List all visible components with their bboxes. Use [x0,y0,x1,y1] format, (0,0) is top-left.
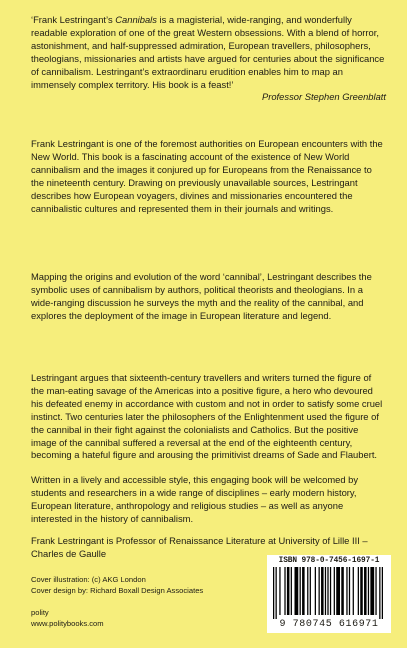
barcode-bar [327,567,328,615]
barcode-bar [291,567,292,615]
barcode-bars [271,567,387,619]
barcode-bar [307,567,308,615]
barcode-bar [368,567,369,615]
barcode-bar [325,567,326,615]
paragraph-text: Written in a lively and accessible style, this engaging book will be welcomed by students and researchers in a wide range of disciplines – early modern history, European literature, anthropology and religious studies – as well as anyone interested in the history of cannibalism. [31,474,359,524]
barcode-bar [364,567,367,615]
barcode-bar [279,567,280,615]
barcode-bar [360,567,363,615]
paragraph-text: Mapping the origins and evolution of the word ‘cannibal’, Lestringant describes the symbolic uses of cannibalism by authors, political theorists and theologians. In a wide-ranging discussion he surveys the myth and the reality of the cannibal, and explores the deployment of the image in European literature and legend. [31,271,372,321]
description-paragraph [31,474,386,526]
barcode-bar [358,567,359,615]
description-paragraph [31,138,386,215]
barcode-bar [379,567,380,619]
endorsement-quote [31,14,386,104]
barcode-bar [334,567,335,615]
publisher-name: polity [31,608,49,617]
quote-prefix: ‘Frank Lestringant’s [31,14,116,25]
barcode-bar [310,567,311,615]
barcode-bar [341,567,344,615]
description-paragraph [31,372,386,462]
isbn-barcode [267,555,391,633]
barcode-bar [273,567,274,619]
publisher-info [31,607,251,629]
isbn-label: ISBN 978-0-7456-1697-1 [278,557,380,565]
quote-body: is a magisterial, wide-ranging, and wonderfully readable exploration of one of the great Western obsessions. With a blend of horror, astonishment, and half-suppressed admiration, European travellers, philosophers, theologians, missionaries and artists have argued for centuries about the significance of cannibalism. Lestringant’s extraordinaru erudition enables him to map an immensely complex territory. His book is a feast!’ [31,14,385,90]
barcode-bar [315,567,316,615]
barcode-bar [353,567,354,615]
barcode-bar [302,567,305,615]
barcode-bar [300,567,301,615]
barcode-bar [346,567,347,615]
barcode-bar [370,567,374,615]
barcode-bar [375,567,376,615]
quote-book-title: Cannibals [115,14,157,25]
cover-illustration-credit: Cover illustration: (c) AKG London [31,575,146,584]
quote-text [31,14,386,91]
publisher-url: www.politybooks.com [31,619,104,628]
barcode-digits: 9 780745 616971 [279,619,379,630]
author-bio-text: Frank Lestringant is Professor of Renaissance Literature at University of Lille III – Charles de Gaulle [31,535,368,559]
barcode-bar [321,567,324,615]
quote-attribution: Professor Stephen Greenblatt [261,91,386,103]
paragraph-text: Lestringant argues that sixteenth-century travellers and writers turned the figure of the man-eating savage of the Americas into a positive figure, a hero who devoured his defeated enemy in accordance with custom and not in order to satisfy some cruel instinct. Two centuries later the philosophers of the Enlightenment used the figure of the cannibal in their fight against the colonialists and Catholics. But the positive image of the cannibal suffered a reversal at the end of the eighteenth century, becoming a hateful figure and arousing the primitivist dreams of Sade and Flaubert. [31,372,383,461]
barcode-bar [330,567,331,615]
description-paragraph [31,271,386,323]
cover-design-credit: Cover design by: Richard Boxall Design Associates [31,586,204,595]
barcode-bar [294,567,298,615]
barcode-bar [287,567,290,615]
barcode-bar [336,567,340,615]
paragraph-text: Frank Lestringant is one of the foremost authorities on European encounters with the New World. This book is a fascinating account of the existence of New World cannibalism and the images it conjured up for Europeans from the Renaissance to the nineteenth century. Drawing on previously unavailable sources, Lestringant describes how European voyagers, divines and missionaries encountered the cannibalistic cultures and represented them in their journals and writings. [31,138,383,214]
barcode-bar [284,567,285,615]
barcode-bar [319,567,320,615]
barcode-bar [276,567,277,619]
cover-credits [31,574,251,596]
barcode-bar [382,567,383,619]
barcode-bar [349,567,350,615]
